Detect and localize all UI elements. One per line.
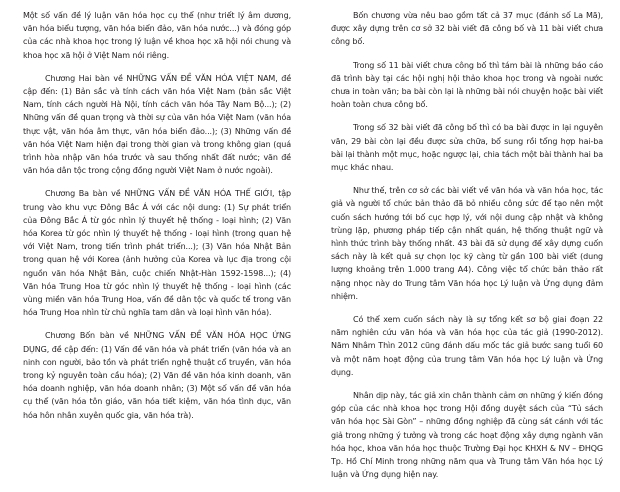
paragraph: Có thể xem cuốn sách này là sự tổng kết sơ bộ giai đoạn 22 năm nghiên cứu văn hóa và văn hóa học của tác giả (1990-2012). Năm Nhâm Thìn 2012 cũng đánh dấu mốc tác giả bước sang tuổi 60 và một năm hoạt động của trung tâm Văn hóa học Lý luận và Ứng dụng. [331,315,603,377]
paragraph: Trong số 11 bài viết chưa công bố thì tám bài là những báo cáo đã trình bày tại các hội nghị hội thảo khoa học trong và ngoài nước chưa in toàn văn; ba bài còn lại là những bài nói chuyện hoặc bài viết hoàn toàn chưa công bố. [331,60,603,110]
paragraph: Trong số 32 bài viết đã công bố thì có ba bài được in lại nguyên văn, 29 bài còn lại đều được sửa chữa, bổ sung rồi tổng hợp hai-ba bài lại thành một mục, hoặc ngược lại, chia tách một bài thành hai ba mục khác nhau. [331,123,603,173]
paragraph: Một số vấn đề lý luận văn hóa học cụ thể (như triết lý âm dương, văn hóa biểu tượng, văn hóa biển đảo, văn hóa nước...) và đóng góp của các nhà khoa học trong lý luận về khoa học xã hội nói chung và khoa học xã hội ở Việt Nam nói riêng. [23,11,291,60]
right-page-column [331,9,603,492]
paragraph: Chương Hai bàn về NHỮNG VẤN ĐỀ VĂN HÓA VIỆT NAM, đề cập đến: (1) Bản sắc và tính cách văn hóa Việt Nam (bản sắc Việt Nam, tính cách người Hà Nội, tính cách văn hóa Tây Nam Bộ...); (2) Những vấn đề quan trọng và thời sự của văn hóa Việt Nam (văn hóa thực vật, văn hóa âm thực, văn hóa biển đảo...); (3) Những vấn đề văn hóa Việt Nam hiện đại trong thời gian và trong không gian (quá trình hòa nhập văn hóa trước và sau thống nhất đất nước; văn đề văn hóa dân tộc trong cộng đồng người Việt Nam ở nước ngoài). [23,73,291,176]
paragraph: Bốn chương vừa nêu bao gồm tất cả 37 mục (đánh số La Mã), được xây dựng trên cơ sở 32 bài viết đã công bố và 11 bài viết chưa công bố. [331,11,603,47]
paragraph: Nhân dịp này, tác giả xin chân thành cảm ơn những ý kiến đóng góp của các nhà khoa học trong Hội đồng duyệt sách của “Tủ sách văn hóa học Sài Gòn” – những đồng nghiệp đã cùng sát cánh với tác giả trong những ý tưởng và trong các hoạt động xây dựng ngành văn hóa học, khoa văn hóa học thuộc Trường Đại học KHXH & NV – ĐHQG Tp. Hồ Chí Minh trong những năm qua và Trung tâm Văn hóa học Lý luận và Ứng dụng hiện nay. [331,391,603,480]
left-page-column [23,9,291,432]
paragraph: Như thế, trên cơ sở các bài viết về văn hóa và văn hóa học, tác giả và người tổ chức bản thảo đã bỏ nhiều công sức để tạo nên một cuốn sách hướng tới bố cục hợp lý, với nội dung cập nhật và không trùng lặp, phương pháp tiếp cận nhất quán, hệ thống thuật ngữ và hình thức trình bày thống nhất. 43 bài đã sử dụng để xây dựng cuốn sách này là kết quả sự chọn lọc kỹ càng từ gần 100 bài viết (dung lượng khoảng trên 1.000 trang A4). Công việc tổ chức bản thảo rất nặng nhọc này do Trung tâm Văn hóa học Lý luận và Ứng dụng đảm nhiệm. [331,186,603,301]
paragraph: Chương Ba bàn về NHỮNG VẤN ĐỀ VĂN HÓA THẾ GIỚI, tập trung vào khu vực Đông Bắc Á với các nội dung: (1) Sự phát triển của Đông Bắc Á từ góc nhìn lý thuyết hệ thống - loại hình; (2) Văn hóa Korea từ góc nhìn lý thuyết hệ thống - loại hình (trong quan hệ với Việt Nam, trong tiến trình phát triển...); (3) Văn hóa Nhật Bản trong quan hệ với Korea (ảnh hưởng của Korea và lục địa trong cội nguồn văn hóa Nhật Bản, cuộc chiến Nhật-Hàn 1592-1598...); (4) Văn hóa Trung Hoa từ góc nhìn lý thuyết hệ thống - loại hình (các vùng miền văn hóa Trung Hoa, vấn đề dân tộc và quốc tế trong văn hóa Trung Hoa nhìn từ chủ nghĩa tam dân và loại hình văn hóa). [23,189,291,318]
paragraph: Chương Bốn bàn về NHỮNG VẤN ĐỀ VĂN HÓA HỌC ỨNG DỤNG, đề cập đến: (1) Vấn đề văn hóa và phát triển (văn hóa và an ninh con người, bảo tồn và phát triển nghệ thuật cổ truyền, văn hóa trong kỷ nguyên toàn cầu hóa); (2) Văn đề văn hóa kinh doanh, văn hóa doanh nghiệp, văn hóa doanh nhân; (3) Một số vấn đề văn hóa cụ thể (văn hóa tôn giáo, văn hóa tiết kiệm, văn hóa tình dục, văn hóa hôn nhân xuyên quốc gia, văn hóa trà). [23,331,291,420]
